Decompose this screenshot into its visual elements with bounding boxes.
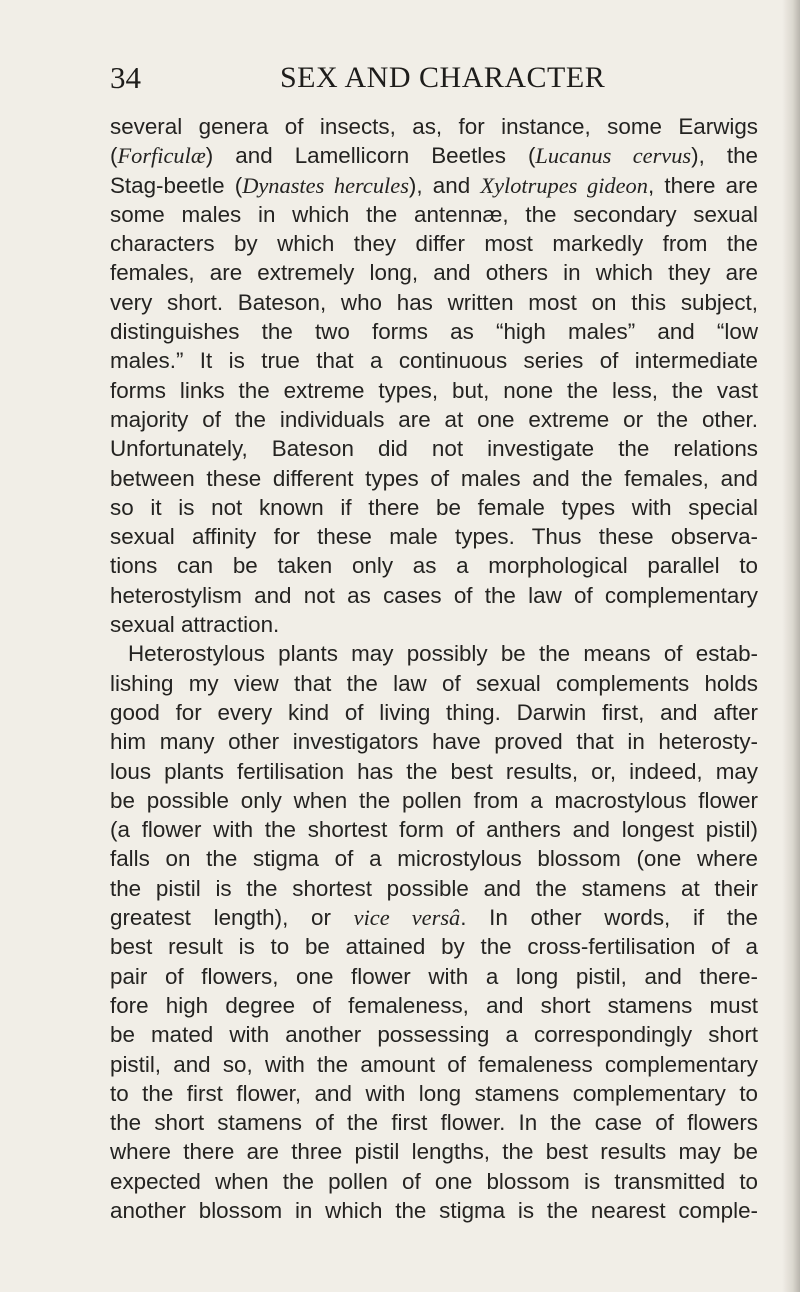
text-segment: him many other investigators have proved that in heterosty- <box>110 729 758 755</box>
text-segment: so it is not known if there be female types with special <box>110 494 758 520</box>
text-segment: ) and Lamellicorn Beetles ( <box>205 143 536 169</box>
text-line <box>110 551 758 580</box>
page-number: 34 <box>110 60 141 95</box>
text-line <box>110 346 758 375</box>
text-segment: where there are three pistil lengths, the best results may be <box>110 1139 758 1165</box>
text-segment: fore high degree of femaleness, and short stamens must <box>110 992 758 1018</box>
text-line <box>110 1079 758 1108</box>
text-segment: to the first flower, and with long stamens complementary to <box>110 1080 758 1106</box>
text-segment: females, are extremely long, and others in which they are <box>110 260 758 286</box>
text-line <box>110 932 758 961</box>
text-segment: be possible only when the pollen from a macrostylous flower <box>110 787 758 813</box>
text-line <box>110 727 758 756</box>
text-segment: characters by which they differ most markedly from the <box>110 231 758 257</box>
text-line <box>110 786 758 815</box>
running-title: SEX AND CHARACTER <box>280 61 606 94</box>
text-line <box>110 610 758 639</box>
italic-text: Dynastes hercules <box>242 172 409 198</box>
text-line <box>110 229 758 258</box>
text-line <box>110 464 758 493</box>
text-segment: . In other words, if the <box>460 905 758 931</box>
text-segment: falls on the stigma of a microstylous blossom (one where <box>110 846 758 872</box>
text-line <box>110 1196 758 1225</box>
text-segment: , there are <box>647 172 758 198</box>
text-line <box>110 112 758 141</box>
text-segment: ( <box>110 143 118 169</box>
text-line <box>110 317 758 346</box>
text-line <box>110 639 758 668</box>
text-segment: males.” It is true that a continuous series of intermediate <box>110 348 758 374</box>
text-segment: lishing my view that the law of sexual complements holds <box>110 670 758 696</box>
text-line <box>110 405 758 434</box>
text-line <box>110 844 758 873</box>
text-line <box>110 522 758 551</box>
text-segment: very short. Bateson, who has written most on this subject, <box>110 289 758 315</box>
text-segment: the pistil is the shortest possible and the stamens at their <box>110 875 758 901</box>
page-edge-shadow <box>782 0 800 1292</box>
text-segment: pistil, and so, with the amount of femaleness complementary <box>110 1051 758 1077</box>
text-line <box>110 288 758 317</box>
text-line <box>110 698 758 727</box>
text-segment: distinguishes the two forms as “high males” and “low <box>110 319 758 345</box>
text-line <box>110 493 758 522</box>
text-line <box>110 171 758 200</box>
text-segment: Unfortunately, Bateson did not investigate the relations <box>110 436 758 462</box>
text-line <box>110 1137 758 1166</box>
text-line <box>110 258 758 287</box>
text-segment: ), and <box>408 172 481 198</box>
italic-text: vice versâ <box>353 905 461 931</box>
running-head <box>110 60 750 104</box>
text-segment: sexual affinity for these male types. Thus these observa- <box>110 524 758 550</box>
text-segment: tions can be taken only as a morphological parallel to <box>110 553 758 579</box>
text-line <box>110 141 758 170</box>
text-segment: good for every kind of living thing. Darwin first, and after <box>110 699 758 725</box>
text-segment: Heterostylous plants may possibly be the means of estab- <box>128 641 758 667</box>
body-text <box>110 112 758 1225</box>
text-segment: majority of the individuals are at one extreme or the other. <box>110 406 758 432</box>
text-segment: expected when the pollen of one blossom is transmitted to <box>110 1168 758 1194</box>
italic-text: Xylotrupes gideon <box>480 172 648 198</box>
text-segment: be mated with another possessing a correspondingly short <box>110 1022 758 1048</box>
text-segment: forms links the extreme types, but, none the less, the vast <box>110 377 758 403</box>
text-segment: several genera of insects, as, for instance, some Earwigs <box>110 114 758 139</box>
text-line <box>110 962 758 991</box>
text-line <box>110 434 758 463</box>
text-segment: some males in which the antennæ, the secondary sexual <box>110 201 758 227</box>
text-line <box>110 757 758 786</box>
text-segment: pair of flowers, one flower with a long pistil, and there- <box>110 963 758 989</box>
text-segment: another blossom in which the stigma is the nearest comple- <box>110 1197 758 1223</box>
text-line <box>110 1020 758 1049</box>
text-line <box>110 1108 758 1137</box>
text-segment: greatest length), or <box>110 905 354 931</box>
text-segment: lous plants fertilisation has the best results, or, indeed, may <box>110 758 758 784</box>
text-line <box>110 1167 758 1196</box>
text-segment: (a flower with the shortest form of anthers and longest pistil) <box>110 817 758 843</box>
text-line <box>110 815 758 844</box>
text-segment: ), the <box>691 143 759 169</box>
text-line <box>110 903 758 932</box>
text-segment: sexual attraction. <box>110 612 280 638</box>
text-segment: Stag-beetle ( <box>110 172 243 198</box>
text-segment: between these different types of males and the females, and <box>110 465 758 491</box>
text-line <box>110 669 758 698</box>
text-line <box>110 874 758 903</box>
text-line <box>110 376 758 405</box>
text-segment: the short stamens of the first flower. In the case of flowers <box>110 1110 758 1136</box>
text-line <box>110 991 758 1020</box>
text-segment: heterostylism and not as cases of the law of complementary <box>110 582 758 608</box>
text-line <box>110 581 758 610</box>
italic-text: Lucanus cervus <box>535 143 692 169</box>
text-line <box>110 200 758 229</box>
italic-text: Forficulæ <box>117 143 206 169</box>
text-segment: best result is to be attained by the cross-fertilisation of a <box>110 934 758 960</box>
text-line <box>110 1050 758 1079</box>
